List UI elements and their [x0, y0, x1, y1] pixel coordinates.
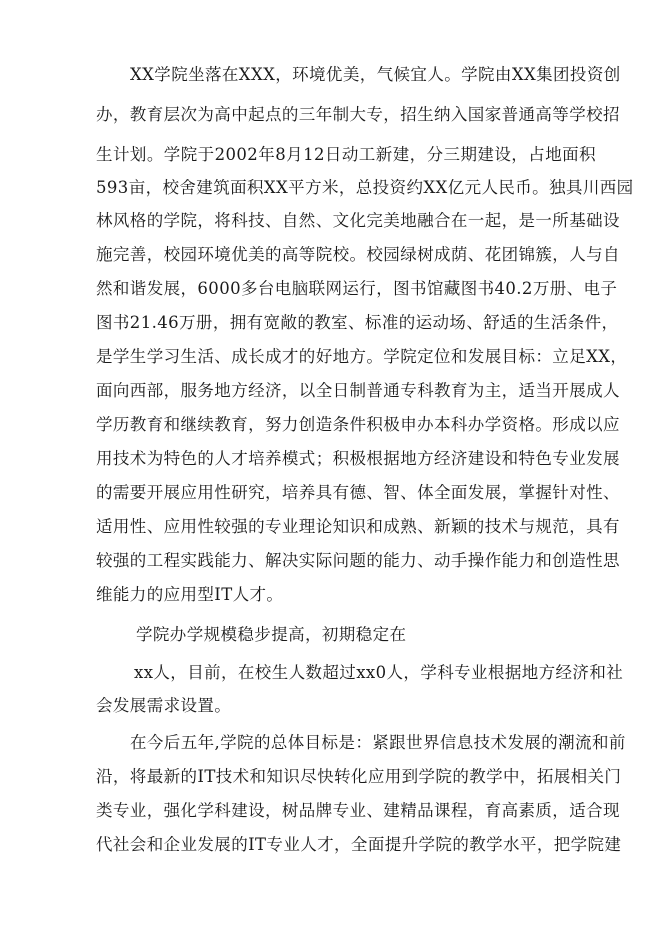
paragraph-line: 林风格的学院，将科技、自然、文化完美地融合在一起，是一所基础设	[96, 211, 620, 230]
paragraph-line: 适用性、应用性较强的专业理论知识和成熟、新颖的技术与规范，具有	[96, 517, 620, 536]
paragraph-line: 面向西部，服务地方经济，以全日制普通专科教育为主，适当开展成人	[96, 381, 620, 400]
paragraph-line: 会发展需求设置。	[96, 696, 232, 715]
paragraph-line: 在今后五年,学院的总体目标是：紧跟世界信息技术发展的潮流和前	[130, 733, 626, 752]
paragraph-line: 维能力的应用型IT人才。	[96, 585, 284, 604]
paragraph-line: 办，教育层次为高中起点的三年制大专，招生纳入国家普通高等学校招	[96, 105, 620, 124]
paragraph-line: 图书21.46万册，拥有宽敞的教室、标准的运动场、舒适的生活条件，	[96, 313, 619, 332]
paragraph-line: 生计划。学院于2002年8月12日动工新建，分三期建设，占地面积	[96, 145, 596, 164]
paragraph-line: 学历教育和继续教育，努力创造条件积极申办本科办学资格。形成以应	[96, 415, 620, 434]
paragraph-line: 较强的工程实践能力、解决实际问题的能力、动手操作能力和创造性思	[96, 551, 620, 570]
paragraph-line: xx人，目前，在校生人数超过xx0人，学科专业根据地方经济和社	[134, 663, 624, 682]
paragraph-line: 用技术为特色的人才培养模式；积极根据地方经济建设和特色专业发展	[96, 449, 620, 468]
paragraph-line: 施完善，校园环境优美的高等院校。校园绿树成荫、花团锦簇，人与自	[96, 245, 620, 264]
paragraph-line: 593亩，校舍建筑面积XX平方米，总投资约XX亿元人民币。独具川西园	[96, 178, 634, 197]
paragraph-line: 代社会和企业发展的IT专业人才，全面提升学院的教学水平，把学院建	[96, 835, 622, 854]
paragraph-line: 是学生学习生活、成长成才的好地方。学院定位和发展目标：立足XX，	[96, 347, 628, 366]
paragraph-line: 的需要开展应用性研究，培养具有德、智、体全面发展，掌握针对性、	[96, 483, 620, 502]
paragraph-line: XX学院坐落在XXX，环境优美，气候宜人。学院由XX集团投资创	[130, 65, 621, 84]
paragraph-line: 然和谐发展，6000多台电脑联网运行，图书馆藏图书40.2万册、电子	[96, 279, 618, 298]
paragraph-line: 类专业，强化学科建设，树品牌专业、建精品课程，育高素质，适合现	[96, 801, 620, 820]
paragraph-line: 沿，将最新的IT技术和知识尽快转化应用到学院的教学中，拓展相关门	[96, 767, 622, 786]
paragraph-line: 学院办学规模稳步提高，初期稳定在	[136, 625, 407, 644]
